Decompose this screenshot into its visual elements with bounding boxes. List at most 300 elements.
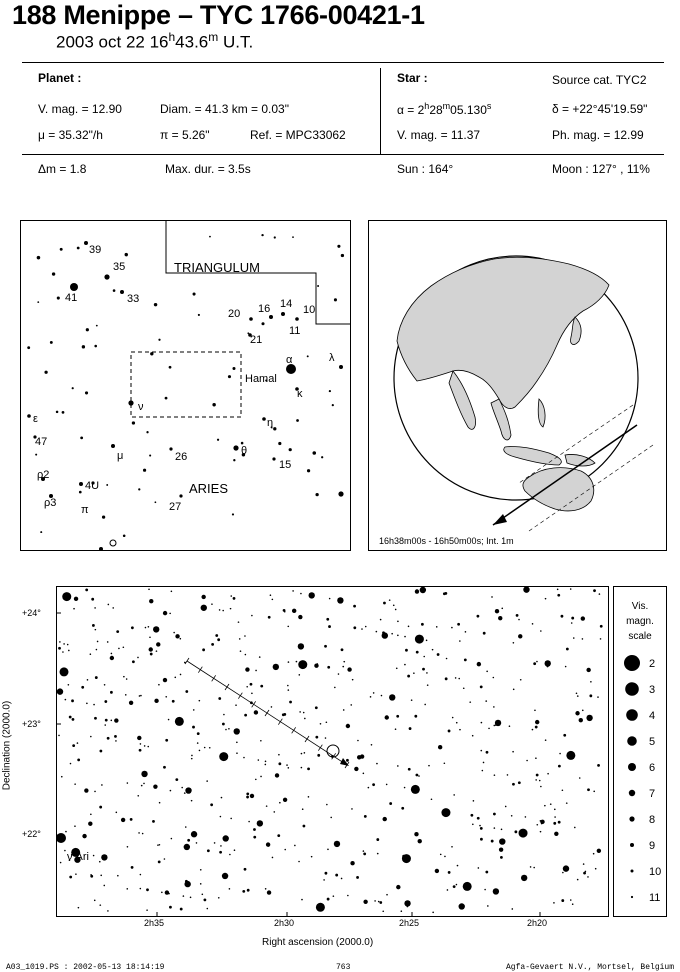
- field-star: [254, 710, 258, 714]
- label-41: 41: [65, 292, 78, 304]
- field-star: [127, 846, 129, 848]
- field-star: [127, 782, 129, 784]
- field-star: [175, 717, 184, 726]
- field-star: [453, 794, 455, 796]
- field-star: [513, 642, 515, 644]
- header-rule-bottom: [22, 154, 664, 155]
- finder-star: [232, 513, 234, 515]
- field-star: [341, 878, 343, 880]
- field-star: [346, 759, 349, 762]
- field-star: [575, 711, 579, 715]
- nu-ari-star: [57, 833, 66, 843]
- finder-star: [281, 312, 285, 316]
- scale-dot: [629, 816, 634, 821]
- field-star: [423, 656, 425, 658]
- field-star: [74, 783, 76, 785]
- field-star: [65, 831, 67, 833]
- field-star: [586, 668, 590, 672]
- field-star: [104, 724, 106, 726]
- field-star: [553, 902, 555, 904]
- field-star: [372, 783, 375, 786]
- field-star: [222, 610, 224, 612]
- field-star: [493, 677, 495, 679]
- field-star: [320, 723, 322, 725]
- field-star: [557, 589, 559, 591]
- field-star: [292, 590, 294, 592]
- field-star: [121, 818, 125, 822]
- field-star: [443, 592, 446, 595]
- field-star: [240, 650, 242, 652]
- field-star: [317, 754, 320, 757]
- field-star: [485, 700, 487, 702]
- finder-star: [249, 317, 253, 321]
- field-star: [131, 626, 134, 629]
- field-star: [459, 903, 465, 909]
- field-star: [86, 703, 88, 705]
- label-39: 39: [89, 244, 102, 256]
- field-star: [441, 808, 450, 817]
- field-star: [547, 666, 549, 668]
- field-star: [395, 609, 397, 611]
- field-star: [169, 906, 172, 909]
- finder-star: [329, 390, 331, 392]
- field-star: [444, 762, 446, 764]
- field-star: [378, 901, 380, 903]
- finder-star: [269, 315, 273, 319]
- field-star: [363, 852, 366, 855]
- field-star: [415, 774, 418, 777]
- star-phmag: Ph. mag. = 12.99: [552, 128, 644, 142]
- field-star: [351, 808, 353, 810]
- field-star: [94, 607, 96, 609]
- field-star: [347, 667, 351, 671]
- label-nu: ν: [138, 401, 144, 413]
- planet-vmag: V. mag. = 12.90: [38, 102, 122, 116]
- field-star: [316, 663, 318, 665]
- field-star: [137, 736, 141, 740]
- finder-star: [146, 431, 148, 433]
- finder-star: [80, 437, 83, 440]
- field-star: [277, 834, 280, 837]
- field-star: [486, 751, 489, 754]
- field-star: [401, 807, 404, 810]
- field-star: [149, 599, 153, 603]
- finder-star: [37, 256, 41, 260]
- field-star: [363, 773, 365, 775]
- field-star: [161, 892, 163, 894]
- field-star: [545, 739, 547, 741]
- field-star: [137, 795, 139, 797]
- field-star: [316, 903, 325, 912]
- field-star: [111, 653, 113, 655]
- field-star: [587, 788, 590, 791]
- field-star: [422, 668, 425, 671]
- field-star: [108, 604, 110, 606]
- field-star: [130, 818, 133, 821]
- field-star: [110, 656, 114, 660]
- field-star: [432, 649, 434, 651]
- field-star: [142, 833, 144, 835]
- field-star: [139, 695, 141, 697]
- field-star: [472, 735, 474, 737]
- field-star: [152, 820, 155, 823]
- field-star: [427, 684, 429, 686]
- field-star: [148, 626, 150, 628]
- field-star: [203, 898, 206, 901]
- finder-star: [50, 341, 53, 344]
- field-star: [409, 727, 412, 730]
- scale-dot: [626, 709, 638, 721]
- field-star: [402, 855, 405, 858]
- field-star: [545, 598, 547, 600]
- field-star: [455, 677, 457, 679]
- field-star: [220, 845, 222, 847]
- field-star: [518, 781, 521, 784]
- field-star: [393, 604, 395, 606]
- field-star: [570, 588, 572, 590]
- field-star: [146, 888, 149, 891]
- field-star: [477, 662, 481, 666]
- field-star: [193, 709, 195, 711]
- field-star: [581, 616, 585, 620]
- field-star: [107, 737, 110, 740]
- field-star: [512, 908, 514, 910]
- finder-star: [233, 445, 238, 450]
- field-star: [183, 895, 185, 897]
- field-star: [101, 784, 103, 786]
- finder-star: [113, 289, 116, 292]
- field-star: [516, 614, 519, 617]
- field-star: [63, 643, 65, 645]
- field-star: [229, 888, 231, 890]
- field-star: [294, 845, 296, 847]
- field-star: [382, 910, 384, 912]
- finder-star: [339, 365, 343, 369]
- field-star: [346, 724, 350, 728]
- field-star: [557, 594, 560, 597]
- label-pi: π: [81, 504, 89, 516]
- finder-star: [149, 454, 151, 456]
- label-lambda: λ: [329, 352, 335, 364]
- finder-star: [307, 355, 309, 357]
- header-divider: [380, 68, 381, 154]
- field-star: [590, 681, 592, 683]
- field-star: [163, 678, 167, 682]
- finder-star: [233, 459, 235, 461]
- field-star: [107, 641, 109, 643]
- field-star: [230, 595, 232, 597]
- field-star: [211, 643, 214, 646]
- finder-star: [94, 345, 97, 348]
- field-star: [101, 854, 107, 860]
- field-star: [593, 853, 595, 855]
- field-star: [499, 847, 503, 851]
- field-star: [185, 787, 191, 793]
- finder-star: [99, 547, 103, 550]
- field-star: [582, 638, 584, 640]
- field-star: [385, 715, 389, 719]
- finder-star: [295, 317, 299, 321]
- field-star: [197, 732, 200, 735]
- label-4u: 4U: [85, 480, 100, 492]
- field-star: [334, 841, 340, 847]
- finder-star: [341, 254, 344, 257]
- field-star: [93, 855, 95, 857]
- field-star: [60, 862, 62, 864]
- field-star: [91, 598, 94, 601]
- finder-star: [262, 417, 266, 421]
- field-star: [250, 683, 253, 686]
- field-star: [191, 758, 193, 760]
- label-27: 27: [169, 501, 182, 513]
- field-star: [404, 664, 406, 666]
- field-star: [507, 774, 509, 776]
- field-star: [416, 651, 419, 654]
- finder-star: [296, 419, 299, 422]
- field-star: [452, 717, 454, 719]
- ytick-22: +22°: [22, 829, 41, 839]
- field-star: [518, 619, 520, 621]
- finder-star: [307, 469, 310, 472]
- field-star: [82, 834, 86, 838]
- field-star: [100, 875, 102, 877]
- finder-chart-svg: [21, 221, 350, 550]
- scale-mag-label: 2: [649, 658, 656, 670]
- field-star: [225, 729, 227, 731]
- finder-star: [154, 303, 157, 306]
- field-star: [411, 699, 413, 701]
- field-star: [137, 657, 139, 659]
- label-rho3: ρ3: [44, 497, 57, 509]
- field-star: [404, 636, 406, 638]
- finder-star: [104, 274, 109, 279]
- field-star: [519, 829, 528, 838]
- field-star: [104, 684, 106, 686]
- field-star: [376, 838, 379, 841]
- field-star: [308, 592, 314, 598]
- field-star: [90, 813, 92, 815]
- field-star: [253, 828, 256, 831]
- field-star: [174, 677, 176, 679]
- field-star: [514, 830, 517, 833]
- field-star: [81, 686, 84, 689]
- finder-star: [179, 494, 182, 497]
- field-star: [234, 728, 240, 734]
- scale-rows: [624, 655, 661, 904]
- finder-star: [232, 367, 235, 370]
- field-star: [456, 722, 458, 724]
- scale-title-3: scale: [628, 631, 652, 642]
- field-star: [303, 825, 306, 828]
- field-star: [67, 644, 69, 646]
- field-star: [545, 660, 551, 666]
- field-star: [143, 783, 145, 785]
- field-star: [571, 622, 573, 624]
- label-35: 35: [113, 261, 126, 273]
- field-star: [221, 797, 223, 799]
- field-star: [566, 648, 569, 651]
- field-star: [337, 597, 343, 603]
- field-star: [145, 627, 147, 629]
- field-star: [95, 676, 98, 679]
- field-star: [396, 885, 400, 889]
- field-star: [85, 588, 88, 591]
- field-star: [415, 589, 419, 593]
- field-star: [329, 598, 331, 600]
- field-star: [114, 718, 118, 722]
- scale-mag-label: 4: [649, 710, 656, 722]
- field-star: [554, 816, 556, 818]
- field-star: [62, 651, 64, 653]
- finder-star: [86, 328, 89, 331]
- field-star: [386, 894, 388, 896]
- field-star: [214, 842, 216, 844]
- finder-star: [60, 248, 63, 251]
- scale-dot: [628, 763, 636, 771]
- field-star: [303, 712, 305, 714]
- field-star: [347, 895, 349, 897]
- finder-star: [120, 290, 124, 294]
- field-star: [171, 838, 173, 840]
- field-star: [94, 791, 96, 793]
- label-10: 10: [303, 304, 316, 316]
- field-star: [288, 661, 290, 663]
- field-star: [593, 589, 596, 592]
- field-star: [192, 726, 195, 729]
- field-star: [126, 678, 128, 680]
- magnitude-scale-svg: [614, 587, 666, 916]
- field-star: [141, 785, 143, 787]
- field-star: [488, 728, 490, 730]
- field-star: [363, 900, 367, 904]
- finder-star: [289, 448, 292, 451]
- finder-star: [132, 421, 135, 424]
- field-star: [505, 806, 507, 808]
- field-star: [61, 776, 63, 778]
- field-star: [459, 729, 461, 731]
- field-star: [553, 822, 556, 825]
- field-star: [432, 912, 434, 914]
- field-star: [494, 827, 496, 829]
- track-time-tick: [185, 658, 189, 664]
- scale-mag-label: 6: [649, 762, 656, 774]
- field-star: [368, 787, 370, 789]
- field-star: [404, 787, 406, 789]
- field-star: [238, 621, 240, 623]
- xlabel: Right ascension (2000.0): [262, 937, 374, 948]
- field-star: [365, 626, 367, 628]
- field-star: [377, 853, 379, 855]
- field-star: [173, 632, 175, 634]
- field-star: [228, 728, 230, 730]
- field-star: [175, 634, 179, 638]
- field-star: [547, 773, 549, 775]
- field-star: [600, 625, 603, 628]
- field-star: [480, 750, 482, 752]
- field-star: [396, 715, 399, 718]
- field-star: [299, 674, 301, 676]
- field-star: [132, 660, 135, 663]
- field-star: [509, 725, 511, 727]
- field-star: [343, 709, 345, 711]
- field-star: [138, 832, 140, 834]
- ylabel: Declination (2000.0): [1, 700, 13, 791]
- field-star: [334, 687, 336, 689]
- field-star: [104, 700, 107, 703]
- field-star: [577, 695, 579, 697]
- field-star: [184, 792, 186, 794]
- field-star: [180, 908, 183, 911]
- field-star: [420, 587, 426, 593]
- scale-dot: [631, 896, 633, 898]
- field-star: [257, 820, 263, 826]
- scale-mag-label: 7: [649, 788, 656, 800]
- scale-dot: [624, 655, 640, 671]
- field-star: [288, 767, 290, 769]
- field-star: [242, 890, 245, 893]
- finder-star: [338, 491, 343, 496]
- field-star: [530, 866, 532, 868]
- field-star: [57, 688, 63, 694]
- label-20: 20: [228, 308, 241, 320]
- field-star: [501, 829, 503, 831]
- finder-star: [125, 253, 128, 256]
- field-star: [271, 706, 273, 708]
- label-alpha: α: [286, 354, 293, 366]
- field-star: [563, 865, 569, 871]
- field-star: [558, 765, 561, 768]
- field-star: [408, 626, 410, 628]
- label-11: 11: [289, 325, 301, 337]
- field-star: [107, 910, 109, 912]
- label-kappa: κ: [297, 388, 303, 400]
- field-star: [244, 635, 246, 637]
- field-star: [77, 758, 80, 761]
- field-star: [301, 899, 303, 901]
- label-14: 14: [280, 298, 293, 310]
- field-star: [460, 904, 462, 906]
- field-star: [159, 844, 161, 846]
- finder-star: [165, 397, 168, 400]
- field-star: [511, 815, 513, 817]
- field-star: [219, 752, 228, 761]
- sun-elongation: Sun : 164°: [397, 162, 454, 176]
- field-star: [265, 764, 267, 766]
- label-epsilon: ε: [33, 413, 38, 425]
- field-star: [379, 901, 382, 904]
- field-star: [153, 626, 159, 632]
- field-star: [572, 903, 574, 905]
- field-star: [456, 884, 458, 886]
- field-star: [230, 608, 232, 610]
- field-star: [278, 754, 280, 756]
- field-star: [491, 596, 493, 598]
- field-star: [463, 687, 465, 689]
- field-star: [201, 605, 207, 611]
- field-star: [413, 672, 415, 674]
- field-star: [536, 824, 538, 826]
- field-star: [563, 734, 566, 737]
- field-star: [283, 798, 287, 802]
- field-star: [459, 640, 461, 642]
- track-time-tick: [318, 745, 322, 751]
- field-star: [141, 771, 147, 777]
- field-star: [562, 789, 564, 791]
- field-star: [301, 767, 303, 769]
- field-star: [451, 846, 453, 848]
- field-star: [74, 597, 78, 601]
- field-star: [457, 865, 459, 867]
